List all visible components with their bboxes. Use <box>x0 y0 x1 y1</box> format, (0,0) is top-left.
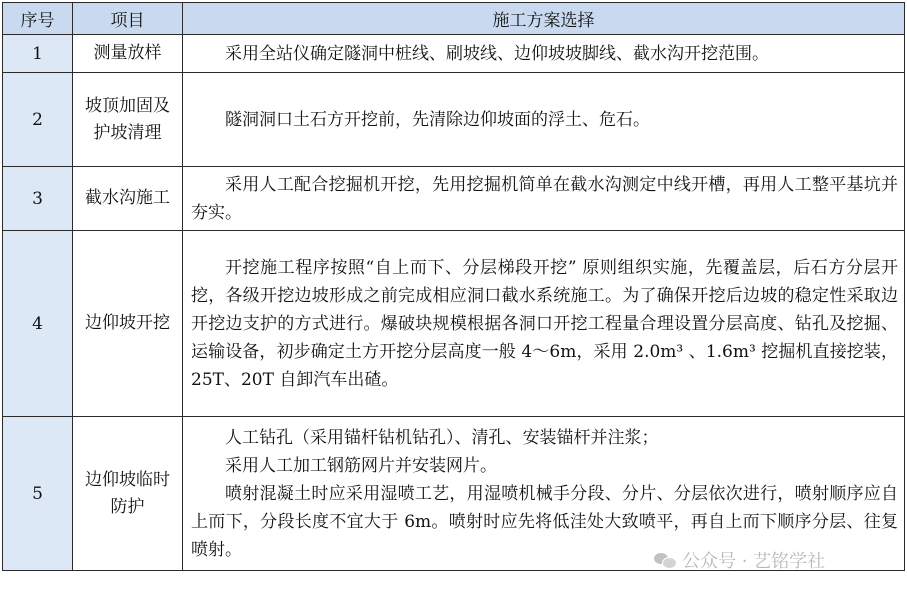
row-item: 边仰坡开挖 <box>73 231 183 417</box>
content-paragraph: 开挖施工程序按照“自上而下、分层梯段开挖” 原则组织实施，先覆盖层，后石方分层开挖，各级开挖边坡形成之前完成相应洞口截水系统施工。为了确保开挖后边坡的稳定性采取边开挖边支护的方式进行。爆破块规模根据各洞口开挖工程量合理设置分层高度、钻孔及挖掘、运输设备，初步确定土方开挖分层高度一般 4～6m，采用 2.0m³ 、1.6m³ 挖掘机直接挖装，25T、20T 自卸汽车出碴。 <box>191 257 898 390</box>
row-number: 1 <box>3 35 73 73</box>
content-paragraph: 采用全站仪确定隧洞中桩线、刷坡线、边仰坡坡脚线、截水沟开挖范围。 <box>225 43 769 64</box>
row-number: 4 <box>3 231 73 417</box>
row-item: 截水沟施工 <box>73 167 183 231</box>
wechat-icon <box>654 551 676 569</box>
row-number: 3 <box>3 167 73 231</box>
content-paragraph: 人工钻孔（采用锚杆钻机钻孔）、清孔、安装锚杆并注浆； <box>225 427 659 448</box>
content-paragraph: 隧洞洞口土石方开挖前，先清除边仰坡面的浮土、危石。 <box>225 109 650 130</box>
row-item: 边仰坡临时防护 <box>73 417 183 571</box>
content-paragraph: 采用人工加工钢筋网片并安装网片。 <box>225 455 497 476</box>
row-item: 测量放样 <box>73 35 183 73</box>
row-content <box>183 35 905 73</box>
construction-plan-table <box>2 2 905 571</box>
row-number: 5 <box>3 417 73 571</box>
row-content <box>183 167 905 231</box>
row-number: 2 <box>3 73 73 167</box>
watermark-text: 公众号 · 艺铭学社 <box>682 551 826 572</box>
content-paragraph: 喷射混凝土时应采用湿喷工艺，用湿喷机械手分段、分片、分层依次进行，喷射顺序应自上而下，分段长度不宜大于 6m。喷射时应先将低洼处大致喷平，再自上而下顺序分层、往复喷射。 <box>191 483 898 560</box>
table-row <box>3 231 905 417</box>
table-row <box>3 167 905 231</box>
header-plan: 施工方案选择 <box>183 3 905 35</box>
watermark <box>654 548 825 572</box>
table-row <box>3 73 905 167</box>
row-content <box>183 231 905 417</box>
header-item: 项目 <box>73 3 183 35</box>
row-content <box>183 73 905 167</box>
header-no: 序号 <box>3 3 73 35</box>
content-paragraph: 采用人工配合挖掘机开挖，先用挖掘机简单在截水沟测定中线开槽，再用人工整平基坑并夯实。 <box>191 174 898 223</box>
table-header-row <box>3 3 905 35</box>
row-item: 坡顶加固及护坡清理 <box>73 73 183 167</box>
table-row <box>3 35 905 73</box>
